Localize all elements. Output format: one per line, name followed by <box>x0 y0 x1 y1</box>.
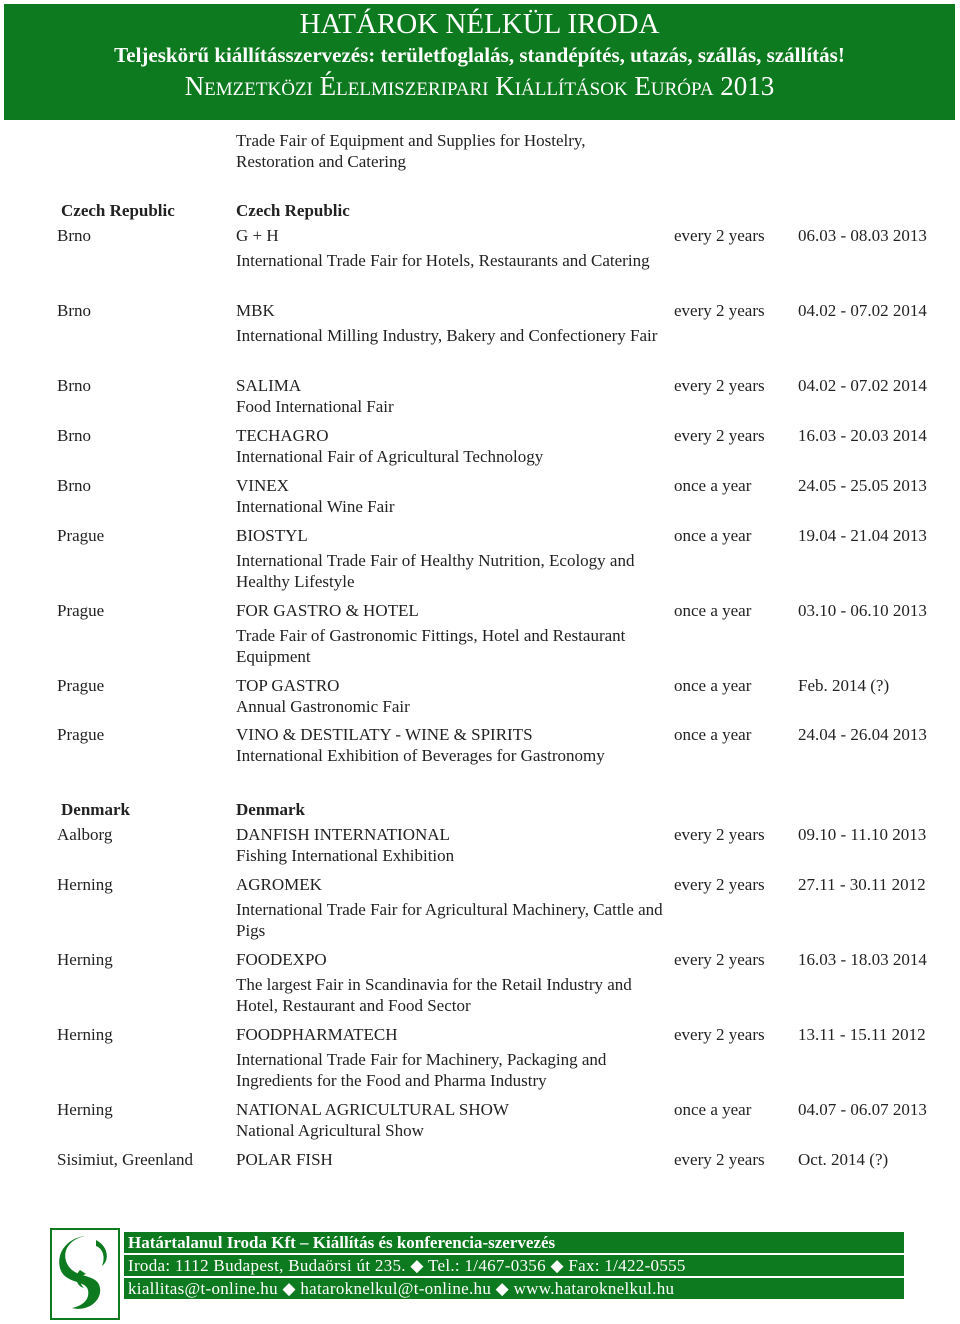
header-line3: Nemzetközi Élelmiszeripari Kiállítások Európa 2013 <box>184 71 775 101</box>
row-description: Fishing International Exhibition <box>236 846 455 865</box>
row-description: International Milling Industry, Bakery and Confectionery Fair <box>236 326 658 345</box>
country-heading-left: Czech Republic <box>61 201 175 220</box>
row-frequency: every 2 years <box>674 875 765 894</box>
top-description: Trade Fair of Equipment and Supplies for Hostelry, Restoration and Catering <box>236 131 586 171</box>
row-frequency: once a year <box>674 476 752 495</box>
row-fair-name: AGROMEK <box>236 875 322 894</box>
row-frequency: every 2 years <box>674 1150 765 1169</box>
row-description: International Wine Fair <box>236 497 395 516</box>
row-date: 04.02 - 07.02 2014 <box>798 376 927 395</box>
row-city: Herning <box>57 950 113 969</box>
row-city: Herning <box>57 1025 113 1044</box>
row-city: Aalborg <box>57 825 113 844</box>
row-fair-name: DANFISH INTERNATIONAL <box>236 825 450 844</box>
row-description: Food International Fair <box>236 397 394 416</box>
row-description: The largest Fair in Scandinavia for the Retail Industry and Hotel, Restaurant and Food Sector <box>236 975 632 1015</box>
row-date: 04.02 - 07.02 2014 <box>798 301 927 320</box>
row-city: Prague <box>57 601 105 620</box>
row-city: Prague <box>57 676 105 695</box>
row-fair-name: FOODPHARMATECH <box>236 1025 398 1044</box>
row-frequency: every 2 years <box>674 426 765 445</box>
row-city: Herning <box>57 875 113 894</box>
row-fair-name: BIOSTYL <box>236 526 308 545</box>
row-fair-name: MBK <box>236 301 275 320</box>
row-fair-name: FOODEXPO <box>236 950 327 969</box>
row-fair-name: TECHAGRO <box>236 426 329 445</box>
row-fair-name: G + H <box>236 226 279 245</box>
row-city: Brno <box>57 426 91 445</box>
row-date: 04.07 - 06.07 2013 <box>798 1100 927 1119</box>
row-frequency: every 2 years <box>674 950 765 969</box>
row-date: 24.04 - 26.04 2013 <box>798 725 927 744</box>
row-city: Sisimiut, Greenland <box>57 1150 193 1169</box>
footer-company-line: Határtalanul Iroda Kft – Kiállítás és konferencia-szervezés <box>124 1232 904 1253</box>
row-frequency: every 2 years <box>674 825 765 844</box>
row-description: International Exhibition of Beverages for Gastronomy <box>236 746 605 765</box>
row-frequency: every 2 years <box>674 376 765 395</box>
row-description: Annual Gastronomic Fair <box>236 697 410 716</box>
row-frequency: every 2 years <box>674 301 765 320</box>
row-fair-name: TOP GASTRO <box>236 676 340 695</box>
row-fair-name: POLAR FISH <box>236 1150 333 1169</box>
header-subtitle: Teljeskörű kiállításszervezés: területfoglalás, standépítés, utazás, szállás, szállítás! <box>114 43 845 67</box>
row-date: 06.03 - 08.03 2013 <box>798 226 927 245</box>
row-date: 03.10 - 06.10 2013 <box>798 601 927 620</box>
row-date: Feb. 2014 (?) <box>798 676 890 695</box>
row-fair-name: VINEX <box>236 476 289 495</box>
row-date: 19.04 - 21.04 2013 <box>798 526 927 545</box>
page-footer <box>50 1228 908 1320</box>
country-heading-left: Denmark <box>61 800 130 819</box>
row-city: Brno <box>57 476 91 495</box>
row-frequency: once a year <box>674 725 752 744</box>
row-frequency: once a year <box>674 526 752 545</box>
row-city: Herning <box>57 1100 113 1119</box>
row-description: Trade Fair of Gastronomic Fittings, Hotel and Restaurant Equipment <box>236 626 626 666</box>
row-date: 27.11 - 30.11 2012 <box>798 875 926 894</box>
row-date: 13.11 - 15.11 2012 <box>798 1025 926 1044</box>
row-frequency: every 2 years <box>674 1025 765 1044</box>
country-heading-right: Czech Republic <box>236 201 350 220</box>
row-city: Brno <box>57 301 91 320</box>
country-heading-right: Denmark <box>236 800 305 819</box>
row-city: Brno <box>57 226 91 245</box>
row-fair-name: VINO & DESTILATY - WINE & SPIRITS <box>236 725 533 744</box>
row-city: Prague <box>57 526 105 545</box>
row-date: 09.10 - 11.10 2013 <box>798 825 927 844</box>
row-frequency: every 2 years <box>674 226 765 245</box>
row-fair-name: SALIMA <box>236 376 302 395</box>
row-date: Oct. 2014 (?) <box>798 1150 889 1169</box>
row-fair-name: NATIONAL AGRICULTURAL SHOW <box>236 1100 509 1119</box>
header-title: HATÁROK NÉLKÜL IRODA <box>299 8 660 40</box>
row-description: International Trade Fair for Machinery, Packaging and Ingredients for the Food and Pharma Industry <box>236 1050 607 1090</box>
row-date: 16.03 - 18.03 2014 <box>798 950 927 969</box>
row-frequency: once a year <box>674 1100 752 1119</box>
footer-address-line: Iroda: 1112 Budapest, Budaörsi út 235. ◆ Tel.: 1/467-0356 ◆ Fax: 1/422-0555 <box>124 1255 904 1276</box>
logo-icon <box>50 1228 120 1320</box>
row-description: International Trade Fair for Agricultural Machinery, Cattle and Pigs <box>236 900 663 940</box>
row-description: International Trade Fair for Hotels, Restaurants and Catering <box>236 251 650 270</box>
row-description: International Trade Fair of Healthy Nutrition, Ecology and Healthy Lifestyle <box>236 551 635 591</box>
footer-contact-line: kiallitas@t-online.hu ◆ hataroknelkul@t-online.hu ◆ www.hataroknelkul.hu <box>124 1278 904 1299</box>
row-city: Brno <box>57 376 91 395</box>
row-date: 24.05 - 25.05 2013 <box>798 476 927 495</box>
row-date: 16.03 - 20.03 2014 <box>798 426 927 445</box>
row-description: International Fair of Agricultural Technology <box>236 447 544 466</box>
row-frequency: once a year <box>674 676 752 695</box>
row-frequency: once a year <box>674 601 752 620</box>
row-description: National Agricultural Show <box>236 1121 424 1140</box>
row-fair-name: FOR GASTRO & HOTEL <box>236 601 419 620</box>
row-city: Prague <box>57 725 105 744</box>
